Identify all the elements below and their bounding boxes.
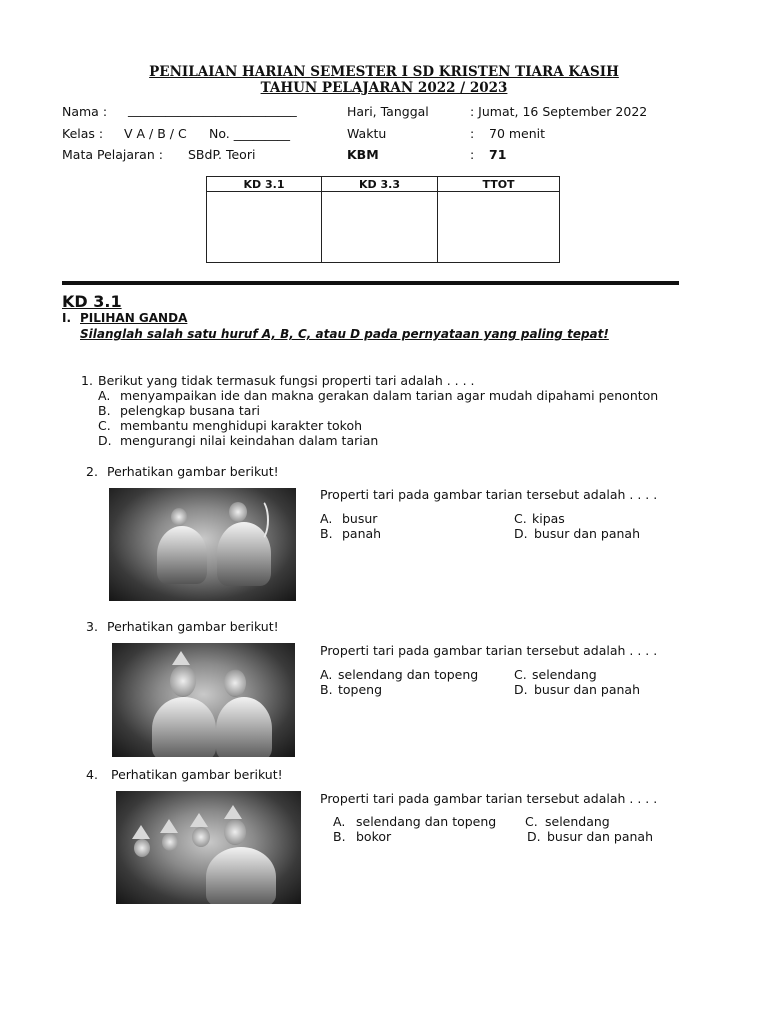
section-title: KD 3.1	[62, 292, 122, 311]
q4-option-b-letter[interactable]: B.	[333, 829, 346, 844]
q1-text: Berikut yang tidak termasuk fungsi properti tari adalah . . . .	[98, 373, 475, 388]
q4-dancer-head-1	[134, 839, 150, 857]
class-label: Kelas :	[62, 126, 104, 141]
section-divider	[62, 281, 679, 285]
bow-icon	[249, 498, 269, 542]
q2-prompt: Properti tari pada gambar tarian tersebut adalah . . . .	[320, 487, 658, 502]
q2-option-d-letter[interactable]: D.	[514, 526, 528, 541]
q4-dancer-body	[206, 847, 276, 904]
q3-option-c-text: selendang	[532, 667, 597, 682]
q2-option-d-text: busur dan panah	[534, 526, 640, 541]
q3-option-b-letter[interactable]: B.	[320, 682, 333, 697]
score-cell-kd31[interactable]	[207, 192, 322, 263]
q2-option-b-letter[interactable]: B.	[320, 526, 333, 541]
q1-option-d-letter[interactable]: D.	[98, 433, 112, 448]
q4-crown-3	[190, 813, 208, 827]
q3-dance-photo	[112, 643, 295, 757]
score-header-kd31: KD 3.1	[207, 177, 322, 192]
part-number: I.	[62, 311, 72, 325]
q4-dancer-head-2	[162, 833, 178, 851]
q2-text: Perhatikan gambar berikut!	[107, 464, 279, 479]
q4-dance-photo	[116, 791, 301, 904]
score-header-kd33: KD 3.3	[322, 177, 438, 192]
subject-label: Mata Pelajaran :	[62, 147, 163, 162]
q1-option-a-letter[interactable]: A.	[98, 388, 111, 403]
exam-title: PENILAIAN HARIAN SEMESTER I SD KRISTEN TIARA KASIH	[149, 64, 619, 80]
q3-option-d-text: busur dan panah	[534, 682, 640, 697]
q4-dancer-head-4	[224, 819, 246, 845]
q2-option-c-letter[interactable]: C.	[514, 511, 527, 526]
q4-text: Perhatikan gambar berikut!	[111, 767, 283, 782]
q3-mask-2	[224, 669, 246, 697]
q2-dancer-body-1	[157, 526, 207, 584]
q4-crown-1	[132, 825, 150, 839]
score-table	[206, 176, 560, 263]
q4-option-a-text: selendang dan topeng	[356, 814, 497, 829]
time-colon: :	[470, 126, 475, 141]
q2-option-c-text: kipas	[532, 511, 565, 526]
kbm-colon: :	[470, 147, 475, 162]
time-value: 70 menit	[489, 126, 546, 141]
q3-option-b-text: topeng	[338, 682, 383, 697]
q3-mask	[170, 665, 196, 697]
q3-option-d-letter[interactable]: D.	[514, 682, 528, 697]
part-title: PILIHAN GANDA	[80, 311, 188, 325]
q1-option-c-letter[interactable]: C.	[98, 418, 111, 433]
name-label: Nama :	[62, 104, 108, 119]
date-value: : Jumat, 16 September 2022	[470, 104, 648, 119]
q4-option-a-letter[interactable]: A.	[333, 814, 346, 829]
q1-option-c-text: membantu menghidupi karakter tokoh	[120, 418, 363, 433]
q3-option-a-letter[interactable]: A.	[320, 667, 333, 682]
kbm-value: 71	[489, 147, 507, 162]
q4-prompt: Properti tari pada gambar tarian tersebut adalah . . . .	[320, 791, 658, 806]
q1-number: 1.	[81, 373, 93, 388]
score-cell-total[interactable]	[438, 192, 560, 263]
q3-prompt: Properti tari pada gambar tarian tersebut adalah . . . .	[320, 643, 658, 658]
school-year-title: TAHUN PELAJARAN 2022 / 2023	[260, 80, 508, 96]
q3-crown	[172, 651, 190, 665]
q4-option-b-text: bokor	[356, 829, 392, 844]
q2-option-a-text: busur	[342, 511, 378, 526]
q3-option-c-letter[interactable]: C.	[514, 667, 527, 682]
q4-crown-2	[160, 819, 178, 833]
q2-number: 2.	[86, 464, 98, 479]
q4-option-d-letter[interactable]: D.	[527, 829, 541, 844]
q3-dancer-body-2	[216, 697, 272, 757]
q4-option-c-text: selendang	[545, 814, 610, 829]
subject-value: SBdP. Teori	[188, 147, 256, 162]
q4-option-d-text: busur dan panah	[547, 829, 653, 844]
q1-option-b-text: pelengkap busana tari	[120, 403, 260, 418]
q3-text: Perhatikan gambar berikut!	[107, 619, 279, 634]
q2-dance-photo	[109, 488, 296, 601]
q4-option-c-letter[interactable]: C.	[525, 814, 538, 829]
date-label: Hari, Tanggal	[347, 104, 429, 119]
q1-option-b-letter[interactable]: B.	[98, 403, 111, 418]
score-cell-kd33[interactable]	[322, 192, 438, 263]
q3-option-a-text: selendang dan topeng	[338, 667, 479, 682]
q1-option-d-text: mengurangi nilai keindahan dalam tarian	[120, 433, 379, 448]
q4-crown-4	[224, 805, 242, 819]
q2-option-a-letter[interactable]: A.	[320, 511, 333, 526]
q3-number: 3.	[86, 619, 98, 634]
score-header-total: TTOT	[438, 177, 560, 192]
number-field[interactable]: No. _________	[209, 126, 290, 141]
name-blank[interactable]: ___________________________	[128, 102, 297, 117]
time-label: Waktu	[347, 126, 387, 141]
q2-dancer-head-2	[229, 502, 247, 522]
class-value: V A / B / C	[124, 126, 187, 141]
q1-option-a-text: menyampaikan ide dan makna gerakan dalam tarian agar mudah dipahami penonton	[120, 388, 659, 403]
q4-number: 4.	[86, 767, 98, 782]
q2-option-b-text: panah	[342, 526, 382, 541]
q2-dancer-head-1	[171, 508, 187, 526]
q3-dancer-body-1	[152, 697, 216, 757]
q4-dancer-head-3	[192, 827, 210, 847]
kbm-label: KBM	[347, 147, 379, 162]
instruction-text: Silanglah salah satu huruf A, B, C, atau D pada pernyataan yang paling tepat!	[80, 327, 609, 341]
